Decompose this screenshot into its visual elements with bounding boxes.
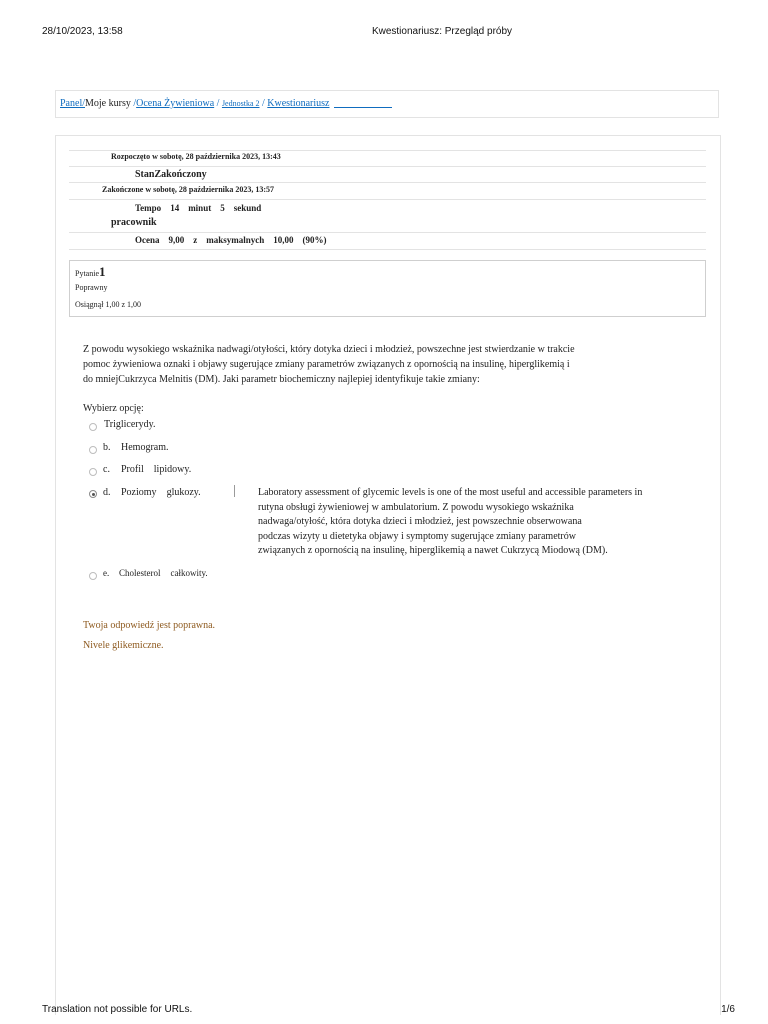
question-info-box <box>69 260 706 317</box>
option-c-letter: c. <box>103 464 110 475</box>
option-e[interactable] <box>88 567 268 583</box>
print-date: 28/10/2023, 13:58 <box>42 26 123 37</box>
summary-divider <box>69 150 706 151</box>
breadcrumb-panel-link[interactable]: Panel/ <box>60 98 85 109</box>
feedback-correct-answer: Nivele glikemiczne. <box>83 640 164 651</box>
summary-time-label: pracownik <box>111 217 157 228</box>
summary-divider <box>69 232 706 233</box>
feedback-correct-message: Twoja odpowiedź jest poprawna. <box>83 620 216 631</box>
summary-started: Rozpoczęto w sobotę, 28 października 2023, 13:43 <box>111 152 281 161</box>
summary-state: StanZakończony <box>135 169 207 180</box>
print-footer-note: Translation not possible for URLs. <box>42 1004 193 1015</box>
breadcrumb-separator: / <box>259 98 268 109</box>
text-cursor <box>234 485 235 497</box>
option-e-label: Cholesterol całkowity. <box>119 568 208 578</box>
answer-prompt: Wybierz opcję: <box>83 403 144 414</box>
print-page-title: Kwestionariusz: Przegląd próby <box>371 26 513 37</box>
question-mark: Osiągnął 1,00 z 1,00 <box>75 300 141 309</box>
summary-divider <box>69 199 706 200</box>
breadcrumb-underline <box>334 99 392 108</box>
question-status: Poprawny <box>75 283 108 292</box>
question-number: Pytanie1 <box>75 264 106 279</box>
question-text-line: Z powodu wysokiego wskaźnika nadwagi/otyłości, który dotyka dzieci i młodzież, powszechne jest stwierdzanie w trakcie <box>83 344 575 355</box>
option-d-letter: d. <box>103 487 111 498</box>
option-d-explanation-line: rutyna obsługi żywieniowej w ambulatorium. Z powodu wysokiego wskaźnika <box>258 502 574 513</box>
option-a-label: Triglicerydy. <box>104 419 156 430</box>
print-page-number: 1/6 <box>721 1004 735 1015</box>
summary-divider <box>69 166 706 167</box>
summary-divider <box>69 182 706 183</box>
breadcrumb-course-link[interactable]: Ocena Żywieniowa <box>136 98 215 109</box>
breadcrumb-my-courses[interactable]: Moje kursy <box>85 98 131 109</box>
option-c-radio[interactable] <box>89 468 97 476</box>
option-d-explanation-line: podczas wizyty u dietetyka objawy i symptomy sugerujące zmiany parametrów <box>258 531 576 542</box>
option-d-label: Poziomy glukozy. <box>121 487 201 498</box>
option-a-radio[interactable] <box>89 423 97 431</box>
option-d[interactable] <box>88 486 228 502</box>
breadcrumb-unit-link[interactable]: Jednostka 2 <box>221 99 260 108</box>
summary-time-taken: Tempo 14 minut 5 sekund <box>135 203 262 213</box>
summary-divider <box>69 249 706 250</box>
option-b-letter: b. <box>103 442 111 453</box>
breadcrumb-separator: / <box>130 98 137 109</box>
question-text-line: do mniejCukrzyca Melnitis (DM). Jaki parametr biochemiczny najlepiej identyfikuje takie zmiany: <box>83 374 480 385</box>
question-text-line: pomoc żywieniowa oznaki i objawy sugerujące zmiany parametrów związanych z opornością na insulinę, hiperglikemią i <box>83 359 570 370</box>
option-b-radio[interactable] <box>89 446 97 454</box>
breadcrumb <box>55 90 719 118</box>
breadcrumb-separator: / <box>214 98 222 109</box>
option-b[interactable] <box>88 441 268 457</box>
summary-finished: Zakończone w sobotę, 28 października 2023, 13:57 <box>102 185 274 194</box>
option-d-explanation-line: Laboratory assessment of glycemic levels is one of the most useful and accessible parameters in <box>258 487 643 498</box>
option-d-explanation-line: związanych z opornością na insulinę, hiperglikemią a nawet Cukrzycą Miodową (DM). <box>258 545 608 556</box>
option-b-label: Hemogram. <box>121 442 169 453</box>
option-e-letter: e. <box>103 568 110 578</box>
breadcrumb-quiz-link[interactable]: Kwestionariusz <box>267 98 330 109</box>
option-d-radio-selected[interactable] <box>89 490 97 498</box>
summary-grade: Ocena 9,00 z maksymalnych 10,00 (90%) <box>135 235 327 245</box>
option-a[interactable] <box>88 418 268 434</box>
option-e-radio[interactable] <box>89 572 97 580</box>
option-c-label: Profil lipidowy. <box>121 464 192 475</box>
option-d-explanation-line: nadwaga/otyłość, która dotyka dzieci i młodzież, jest powszechnie obserwowana <box>258 516 582 527</box>
option-c[interactable] <box>88 463 268 479</box>
